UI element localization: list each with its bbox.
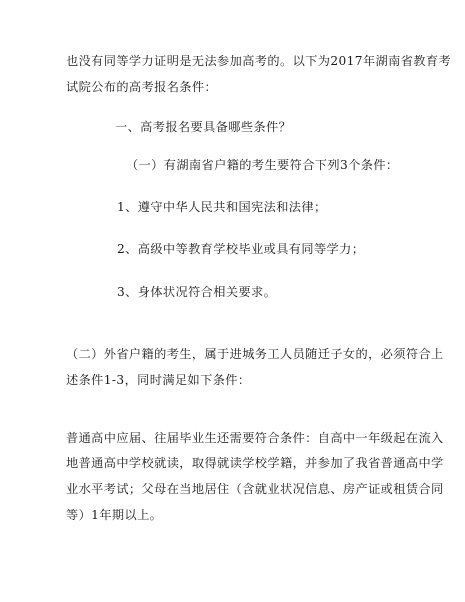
intro-line-2: 试院公布的高考报名条件： [66,80,218,94]
condition-item-2: 2、高级中等教育学校毕业或具有同等学力； [117,242,365,256]
condition-item-3: 3、身体状况符合相关要求。 [117,285,277,299]
final-paragraph-line-2: 地普通高中学校就读，取得就读学校学籍，并参加了我省普通高中学 [66,456,444,470]
condition-item-1: 1、遵守中华人民共和国宪法和法律； [117,200,327,214]
section-heading: 一、高考报名要具备哪些条件？ [115,120,292,134]
intro-line-1: 也没有同等学力证明是无法参加高考的。以下为2017年湖南省教育考 [66,54,452,68]
final-paragraph-line-3: 业水平考试；父母在当地居住（含就业状况信息、房产证或租赁合同 [66,482,444,496]
final-paragraph-line-1: 普通高中应届、往届毕业生还需要符合条件：自高中一年级起在流入 [66,431,444,445]
sub-heading-hunan-residents: （一）有湖南省户籍的考生要符合下列3个条件： [126,158,399,172]
final-paragraph-line-4: 等）1年期以上。 [66,508,163,522]
sub-heading-other-province-line-1: （二）外省户籍的考生，属于进城务工人员随迁子女的，必须符合上 [66,347,444,361]
sub-heading-other-province-line-2: 述条件1-3，同时满足如下条件： [66,373,251,387]
